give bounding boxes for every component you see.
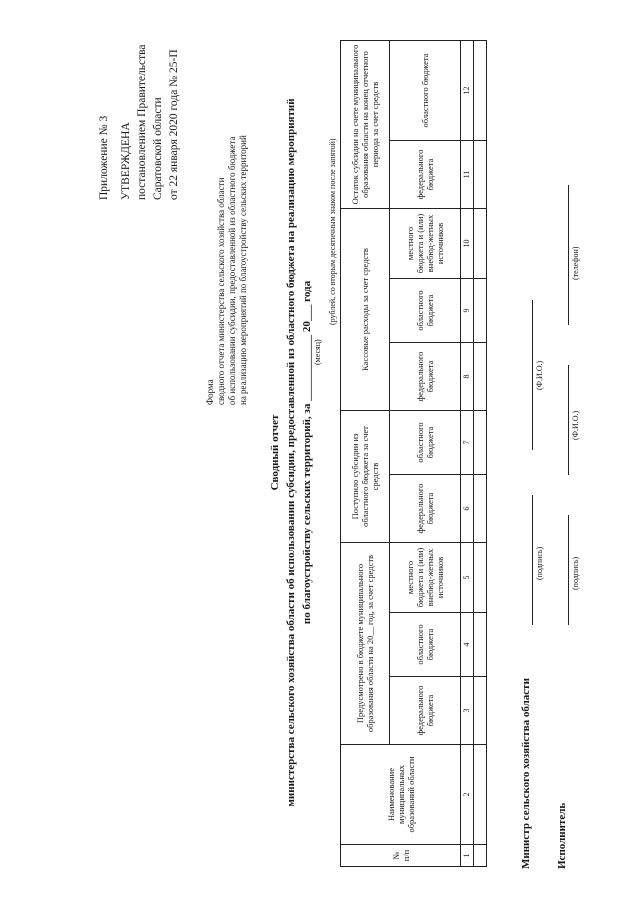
col-number: 12	[461, 40, 474, 140]
col-number: 7	[461, 410, 474, 474]
col-number: 3	[461, 677, 474, 745]
form-line: на реализацию мероприятий по благоустройству сельских территорий	[238, 135, 248, 405]
sub-federal: федерального бюджета	[390, 342, 461, 410]
col-number: 11	[461, 140, 474, 208]
phone-line	[568, 185, 569, 325]
sub-local: местного бюджета и (или) внебюд-жетных источников	[390, 208, 461, 278]
table-row	[474, 40, 487, 866]
col-number: 10	[461, 208, 474, 278]
header-spent: Кассовые расходы за счет средств	[341, 208, 390, 410]
report-table	[340, 40, 487, 867]
units-note: (рублей, со вторым десятичным знаком после запятой)	[328, 138, 337, 325]
annex-line: постановлением Правительства	[136, 44, 148, 200]
sub-regional: областного бюджета	[390, 40, 461, 140]
col-number: 2	[461, 745, 474, 845]
col-number: 8	[461, 342, 474, 410]
col-number: 6	[461, 475, 474, 543]
sub-regional: областного бюджета	[390, 613, 461, 677]
sub-local: местного бюджета и (или) внебюд-жетных источников	[390, 543, 461, 613]
annex-line: от 22 января 2020 года № 25-П	[168, 49, 180, 200]
col-number: 4	[461, 613, 474, 677]
name-line	[532, 300, 533, 450]
report-title: Сводный отчет	[269, 414, 281, 491]
form-line: об использовании субсидии, предоставленной из областного бюджета	[227, 136, 237, 405]
annex-block	[96, 44, 182, 200]
col-number: 5	[461, 543, 474, 613]
signature-caption: (подпись)	[571, 556, 580, 590]
signature-line	[532, 495, 533, 625]
form-label: Форма	[205, 379, 215, 405]
signature-caption: (подпись)	[535, 546, 544, 580]
subheader-row	[390, 40, 461, 866]
month-caption: (месяц)	[313, 339, 322, 365]
phone-caption: (телефон)	[571, 246, 580, 280]
sub-federal: федерального бюджета	[390, 140, 461, 208]
header-num: № п/п	[341, 845, 461, 867]
annex-number: Приложение № 3	[98, 115, 110, 200]
header-balance: Остаток субсидии на счете муниципального образования области на конец отчетного периода за счет средств	[341, 40, 390, 208]
column-number-row	[461, 40, 474, 866]
form-line: сводного отчета министерства сельского хозяйства области	[216, 177, 226, 405]
header-received: Поступило субсидии из областного бюджета за счет средств	[341, 410, 390, 542]
sub-federal: федерального бюджета	[390, 677, 461, 745]
signature-line	[568, 515, 569, 625]
name-caption: (Ф.И.О.)	[571, 410, 580, 440]
name-caption: (Ф.И.О.)	[535, 360, 544, 390]
report-period: по благоустройству сельских территорий, за ____________ 20___ года	[301, 280, 313, 625]
executor-label: Исполнитель	[556, 802, 568, 869]
header-row	[341, 40, 390, 866]
sub-federal: федерального бюджета	[390, 475, 461, 543]
form-description	[205, 135, 249, 405]
report-subtitle: министерства сельского хозяйства области об использовании субсидии, предоставленной из областного бюджета на реализацию мероприятий	[285, 98, 297, 807]
header-planned: Предусмотрено в бюджете муниципального образования области на 20__ год, за счет средств	[341, 543, 390, 745]
annex-line: Саратовской области	[152, 97, 164, 200]
sub-regional: областного бюджета	[390, 278, 461, 342]
annex-approved: УТВЕРЖДЕНА	[120, 122, 132, 200]
sub-regional: областного бюджета	[390, 410, 461, 474]
col-number: 9	[461, 278, 474, 342]
header-name: Наименование муниципальных образований области	[341, 745, 461, 845]
name-line	[568, 365, 569, 475]
col-number: 1	[461, 845, 474, 867]
minister-label: Министр сельского хозяйства области	[520, 678, 532, 869]
